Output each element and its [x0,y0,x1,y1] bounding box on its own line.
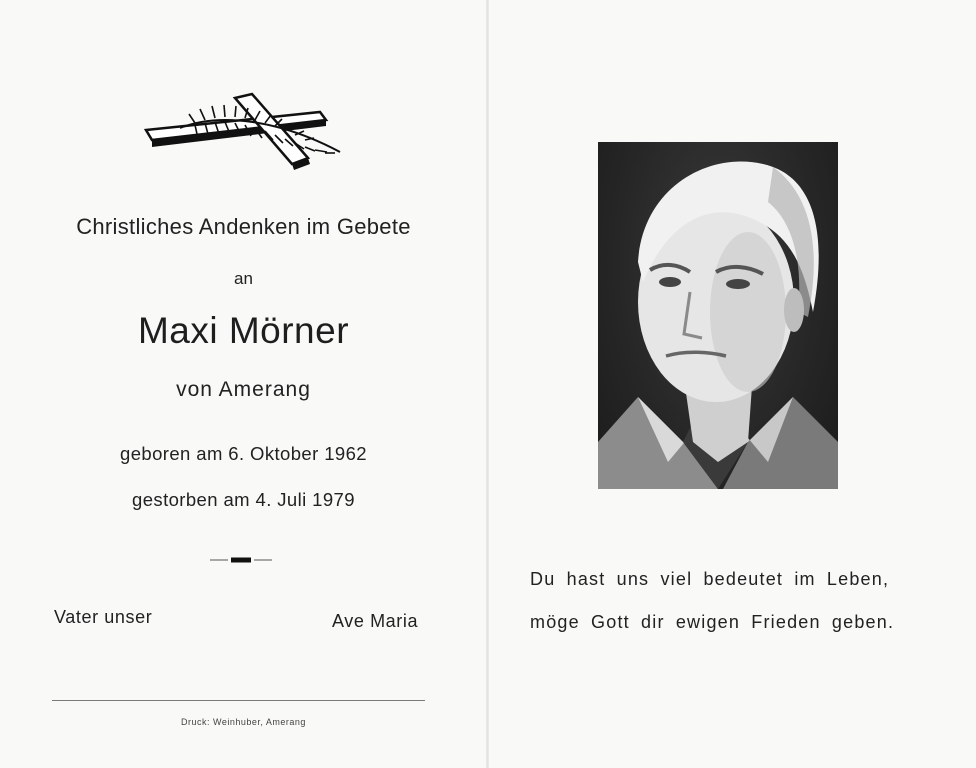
verse-line-1: Du hast uns viel bedeutet im Leben, [530,569,890,589]
left-page [0,0,487,768]
right-page [489,0,976,768]
deceased-name: Maxi Mörner [137,310,350,351]
divider-ornament [210,557,272,563]
portrait-photo [598,142,838,489]
prayer-vater-unser: Vater unser [54,607,153,627]
origin-text: von Amerang [176,378,311,401]
preposition-text: an [234,269,253,288]
printer-credit: Druck: Weinhuber, Amerang [181,717,306,727]
prayer-ave-maria: Ave Maria [332,611,419,631]
memorial-heading: Christliches Andenken im Gebete [76,214,411,239]
birth-date: geboren am 6. Oktober 1962 [120,443,367,464]
death-date: gestorben am 4. Juli 1979 [132,489,355,510]
verse-line-2: möge Gott dir ewigen Frieden geben. [530,612,895,632]
cross-with-palm-icon [140,90,350,175]
divider-line [52,700,425,701]
